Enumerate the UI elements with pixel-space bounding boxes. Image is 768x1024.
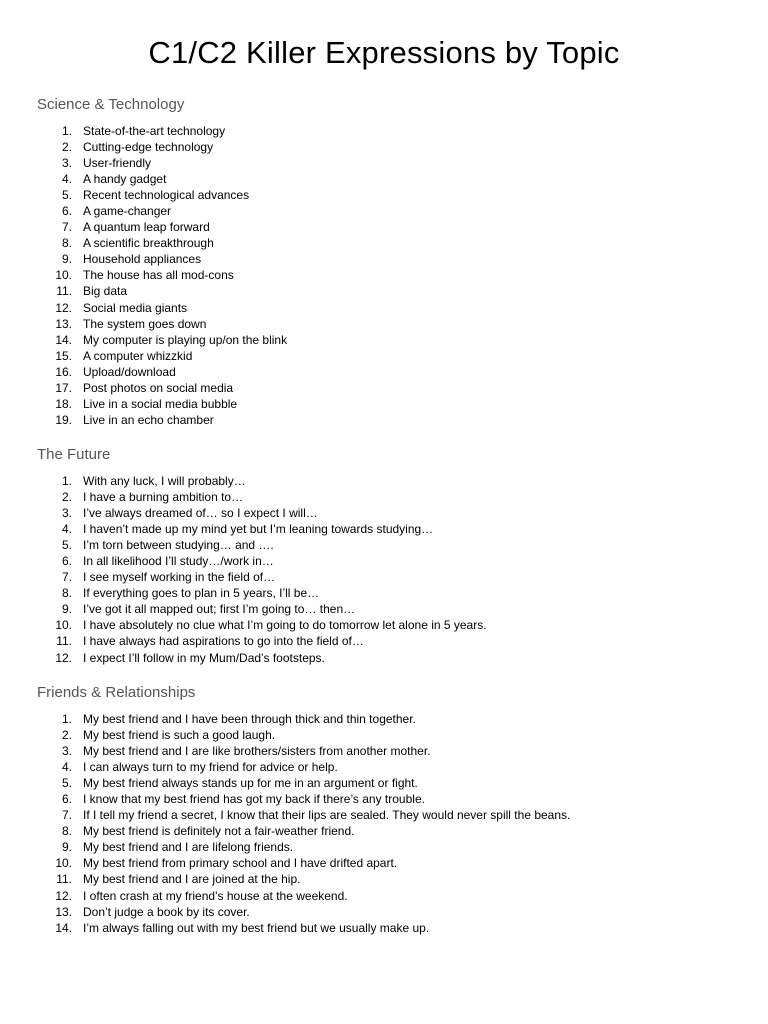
- list-item: [37, 569, 737, 585]
- list-item-text: I see myself working in the field of…: [83, 570, 276, 585]
- list-item: [37, 727, 737, 743]
- list-item-text: My best friend always stands up for me in an argument or fight.: [83, 776, 418, 791]
- list-item: [37, 251, 737, 267]
- list-item-number: 10.: [55, 856, 72, 871]
- list-item: [37, 219, 737, 235]
- list-item-text: My best friend from primary school and I have drifted apart.: [83, 856, 398, 871]
- list-item-text: If everything goes to plan in 5 years, I’ll be…: [83, 586, 320, 601]
- list-item-number: 3.: [61, 744, 72, 759]
- list-item-text: Social media giants: [83, 300, 188, 315]
- list-item: [37, 283, 737, 299]
- list-item: [37, 489, 737, 505]
- list-item-text: Live in a social media bubble: [83, 396, 238, 411]
- list-item-number: 9.: [61, 602, 72, 617]
- list-item: [37, 348, 737, 364]
- list-item-number: 6.: [61, 554, 72, 569]
- list-item-text: I know that my best friend has got my back if there’s any trouble.: [83, 792, 425, 807]
- list-item: [37, 775, 737, 791]
- list-item-number: 4.: [61, 760, 72, 775]
- list-item-number: 1.: [61, 124, 72, 138]
- list-item-text: My best friend and I are lifelong friends.: [83, 840, 294, 855]
- list-item-text: I expect I’ll follow in my Mum/Dad’s footsteps.: [83, 650, 325, 665]
- list-item-number: 9.: [61, 252, 72, 267]
- list-item-text: Post photos on social media: [83, 380, 234, 395]
- list-item: [37, 380, 737, 396]
- list-item-text: I’m always falling out with my best friend but we usually make up.: [83, 920, 430, 935]
- list-item-number: 5.: [61, 188, 72, 203]
- list-item-number: 6.: [61, 204, 72, 219]
- list-item-number: 12.: [55, 888, 72, 903]
- section-friends-relationships: [37, 683, 737, 936]
- list-item: [37, 585, 737, 601]
- list-item-number: 12.: [55, 300, 72, 315]
- list-item-number: 5.: [61, 538, 72, 553]
- list-item-number: 8.: [61, 586, 72, 601]
- list-item-number: 6.: [61, 792, 72, 807]
- list-item-text: My best friend and I are like brothers/sisters from another mother.: [83, 744, 431, 759]
- list-item-text: A quantum leap forward: [83, 220, 210, 235]
- list-item: [37, 904, 737, 920]
- list-item: [37, 617, 737, 633]
- list-item-text: I can always turn to my friend for advice or help.: [83, 760, 338, 775]
- list-item: [37, 235, 737, 251]
- list-item: [37, 855, 737, 871]
- list-item: [37, 396, 737, 412]
- list-item-text: Live in an echo chamber: [83, 412, 214, 427]
- list-item-text: I haven’t made up my mind yet but I’m leaning towards studying…: [83, 522, 434, 537]
- list-item: [37, 521, 737, 537]
- list-item-number: 3.: [61, 506, 72, 521]
- list-item-text: I have a burning ambition to…: [83, 490, 244, 505]
- list-item: [37, 505, 737, 521]
- list-item: [37, 839, 737, 855]
- list-item-text: A game-changer: [83, 204, 172, 219]
- list-item-number: 7.: [61, 570, 72, 585]
- list-item-text: I have absolutely no clue what I’m going to do tomorrow let alone in 5 years.: [83, 618, 487, 633]
- list-item-number: 11.: [56, 634, 72, 649]
- list-item-text: In all likelihood I’ll study…/work in…: [83, 554, 274, 569]
- list-item-number: 8.: [61, 236, 72, 251]
- list-item-number: 14.: [55, 332, 72, 347]
- list-item: [37, 601, 737, 617]
- list-item: [37, 759, 737, 775]
- list-item: [37, 553, 737, 569]
- list-item-text: My best friend and I have been through thick and thin together.: [83, 712, 416, 726]
- list-item-number: 2.: [61, 140, 72, 155]
- list-item-text: A computer whizzkid: [83, 348, 193, 363]
- list-item-text: With any luck, I will probably…: [83, 474, 246, 488]
- section-heading: The Future: [37, 446, 111, 463]
- list-item-text: I have always had aspirations to go into the field of…: [83, 634, 364, 649]
- page-title: C1/C2 Killer Expressions by Topic: [148, 35, 620, 70]
- list-item-number: 9.: [61, 840, 72, 855]
- list-item: [37, 633, 737, 649]
- list-item: [37, 203, 737, 219]
- list-item-number: 18.: [55, 396, 72, 411]
- list-item: [37, 171, 737, 187]
- list-item-text: The house has all mod-cons: [83, 268, 234, 283]
- list-item-text: Cutting-edge technology: [83, 140, 214, 155]
- section-the-future: [37, 445, 737, 666]
- list-item: [37, 711, 737, 727]
- section-heading: Friends & Relationships: [37, 684, 196, 701]
- list-item: [37, 743, 737, 759]
- section-science-technology: [37, 95, 737, 428]
- list-item-number: 11.: [56, 284, 72, 299]
- list-item: [37, 412, 737, 428]
- list-item-number: 14.: [55, 920, 72, 935]
- list-item-text: I’ve got it all mapped out; first I’m going to… then…: [83, 602, 356, 617]
- section-heading: Science & Technology: [37, 96, 185, 113]
- list-item-text: Don’t judge a book by its cover.: [83, 904, 250, 919]
- list-item: [37, 187, 737, 203]
- list-item-number: 13.: [55, 904, 72, 919]
- list-item-number: 1.: [61, 474, 72, 488]
- list-item-number: 1.: [61, 712, 72, 726]
- list-item-number: 2.: [61, 490, 72, 505]
- list-item-number: 15.: [55, 348, 72, 363]
- list-item: [37, 537, 737, 553]
- list-item-text: I’ve always dreamed of… so I expect I will…: [83, 506, 318, 521]
- list-item: [37, 316, 737, 332]
- expression-list: [37, 711, 737, 936]
- list-item: [37, 807, 737, 823]
- list-item: [37, 823, 737, 839]
- list-item-number: 10.: [55, 618, 72, 633]
- list-item-text: User-friendly: [83, 156, 152, 171]
- list-item-number: 8.: [61, 824, 72, 839]
- list-item-number: 17.: [55, 380, 72, 395]
- list-item: [37, 332, 737, 348]
- list-item: [37, 473, 737, 489]
- list-item-text: Household appliances: [83, 252, 202, 267]
- list-item: [37, 300, 737, 316]
- list-item-text: Upload/download: [83, 364, 176, 379]
- list-item-text: A scientific breakthrough: [83, 236, 214, 251]
- list-item-number: 2.: [61, 728, 72, 743]
- list-item-number: 4.: [61, 522, 72, 537]
- list-item-number: 16.: [55, 364, 72, 379]
- expression-list: [37, 473, 737, 666]
- list-item-text: I’m torn between studying… and ….: [83, 538, 274, 553]
- list-item-text: The system goes down: [83, 316, 207, 331]
- list-item-number: 12.: [55, 650, 72, 665]
- list-item: [37, 364, 737, 380]
- list-item: [37, 123, 737, 139]
- list-item-number: 4.: [61, 172, 72, 187]
- list-item-text: My best friend and I are joined at the hip.: [83, 872, 301, 887]
- list-item-number: 10.: [55, 268, 72, 283]
- list-item: [37, 155, 737, 171]
- list-item-text: My best friend is such a good laugh.: [83, 728, 276, 743]
- expression-list: [37, 123, 737, 428]
- list-item: [37, 650, 737, 666]
- list-item: [37, 888, 737, 904]
- list-item-number: 3.: [61, 156, 72, 171]
- list-item: [37, 871, 737, 887]
- list-item-number: 11.: [56, 872, 72, 887]
- list-item-text: State-of-the-art technology: [83, 124, 226, 138]
- list-item-text: A handy gadget: [83, 172, 167, 187]
- list-item: [37, 920, 737, 936]
- list-item-text: My best friend is definitely not a fair-weather friend.: [83, 824, 355, 839]
- list-item-number: 7.: [61, 808, 72, 823]
- list-item: [37, 791, 737, 807]
- list-item-number: 13.: [55, 316, 72, 331]
- list-item-text: Big data: [83, 284, 128, 299]
- list-item: [37, 139, 737, 155]
- list-item-number: 7.: [61, 220, 72, 235]
- list-item-number: 5.: [61, 776, 72, 791]
- list-item-text: I often crash at my friend’s house at the weekend.: [83, 888, 348, 903]
- list-item-text: If I tell my friend a secret, I know that their lips are sealed. They would never spill the beans.: [83, 808, 571, 823]
- list-item: [37, 267, 737, 283]
- list-item-text: Recent technological advances: [83, 188, 250, 203]
- list-item-text: My computer is playing up/on the blink: [83, 332, 288, 347]
- list-item-number: 19.: [55, 412, 72, 427]
